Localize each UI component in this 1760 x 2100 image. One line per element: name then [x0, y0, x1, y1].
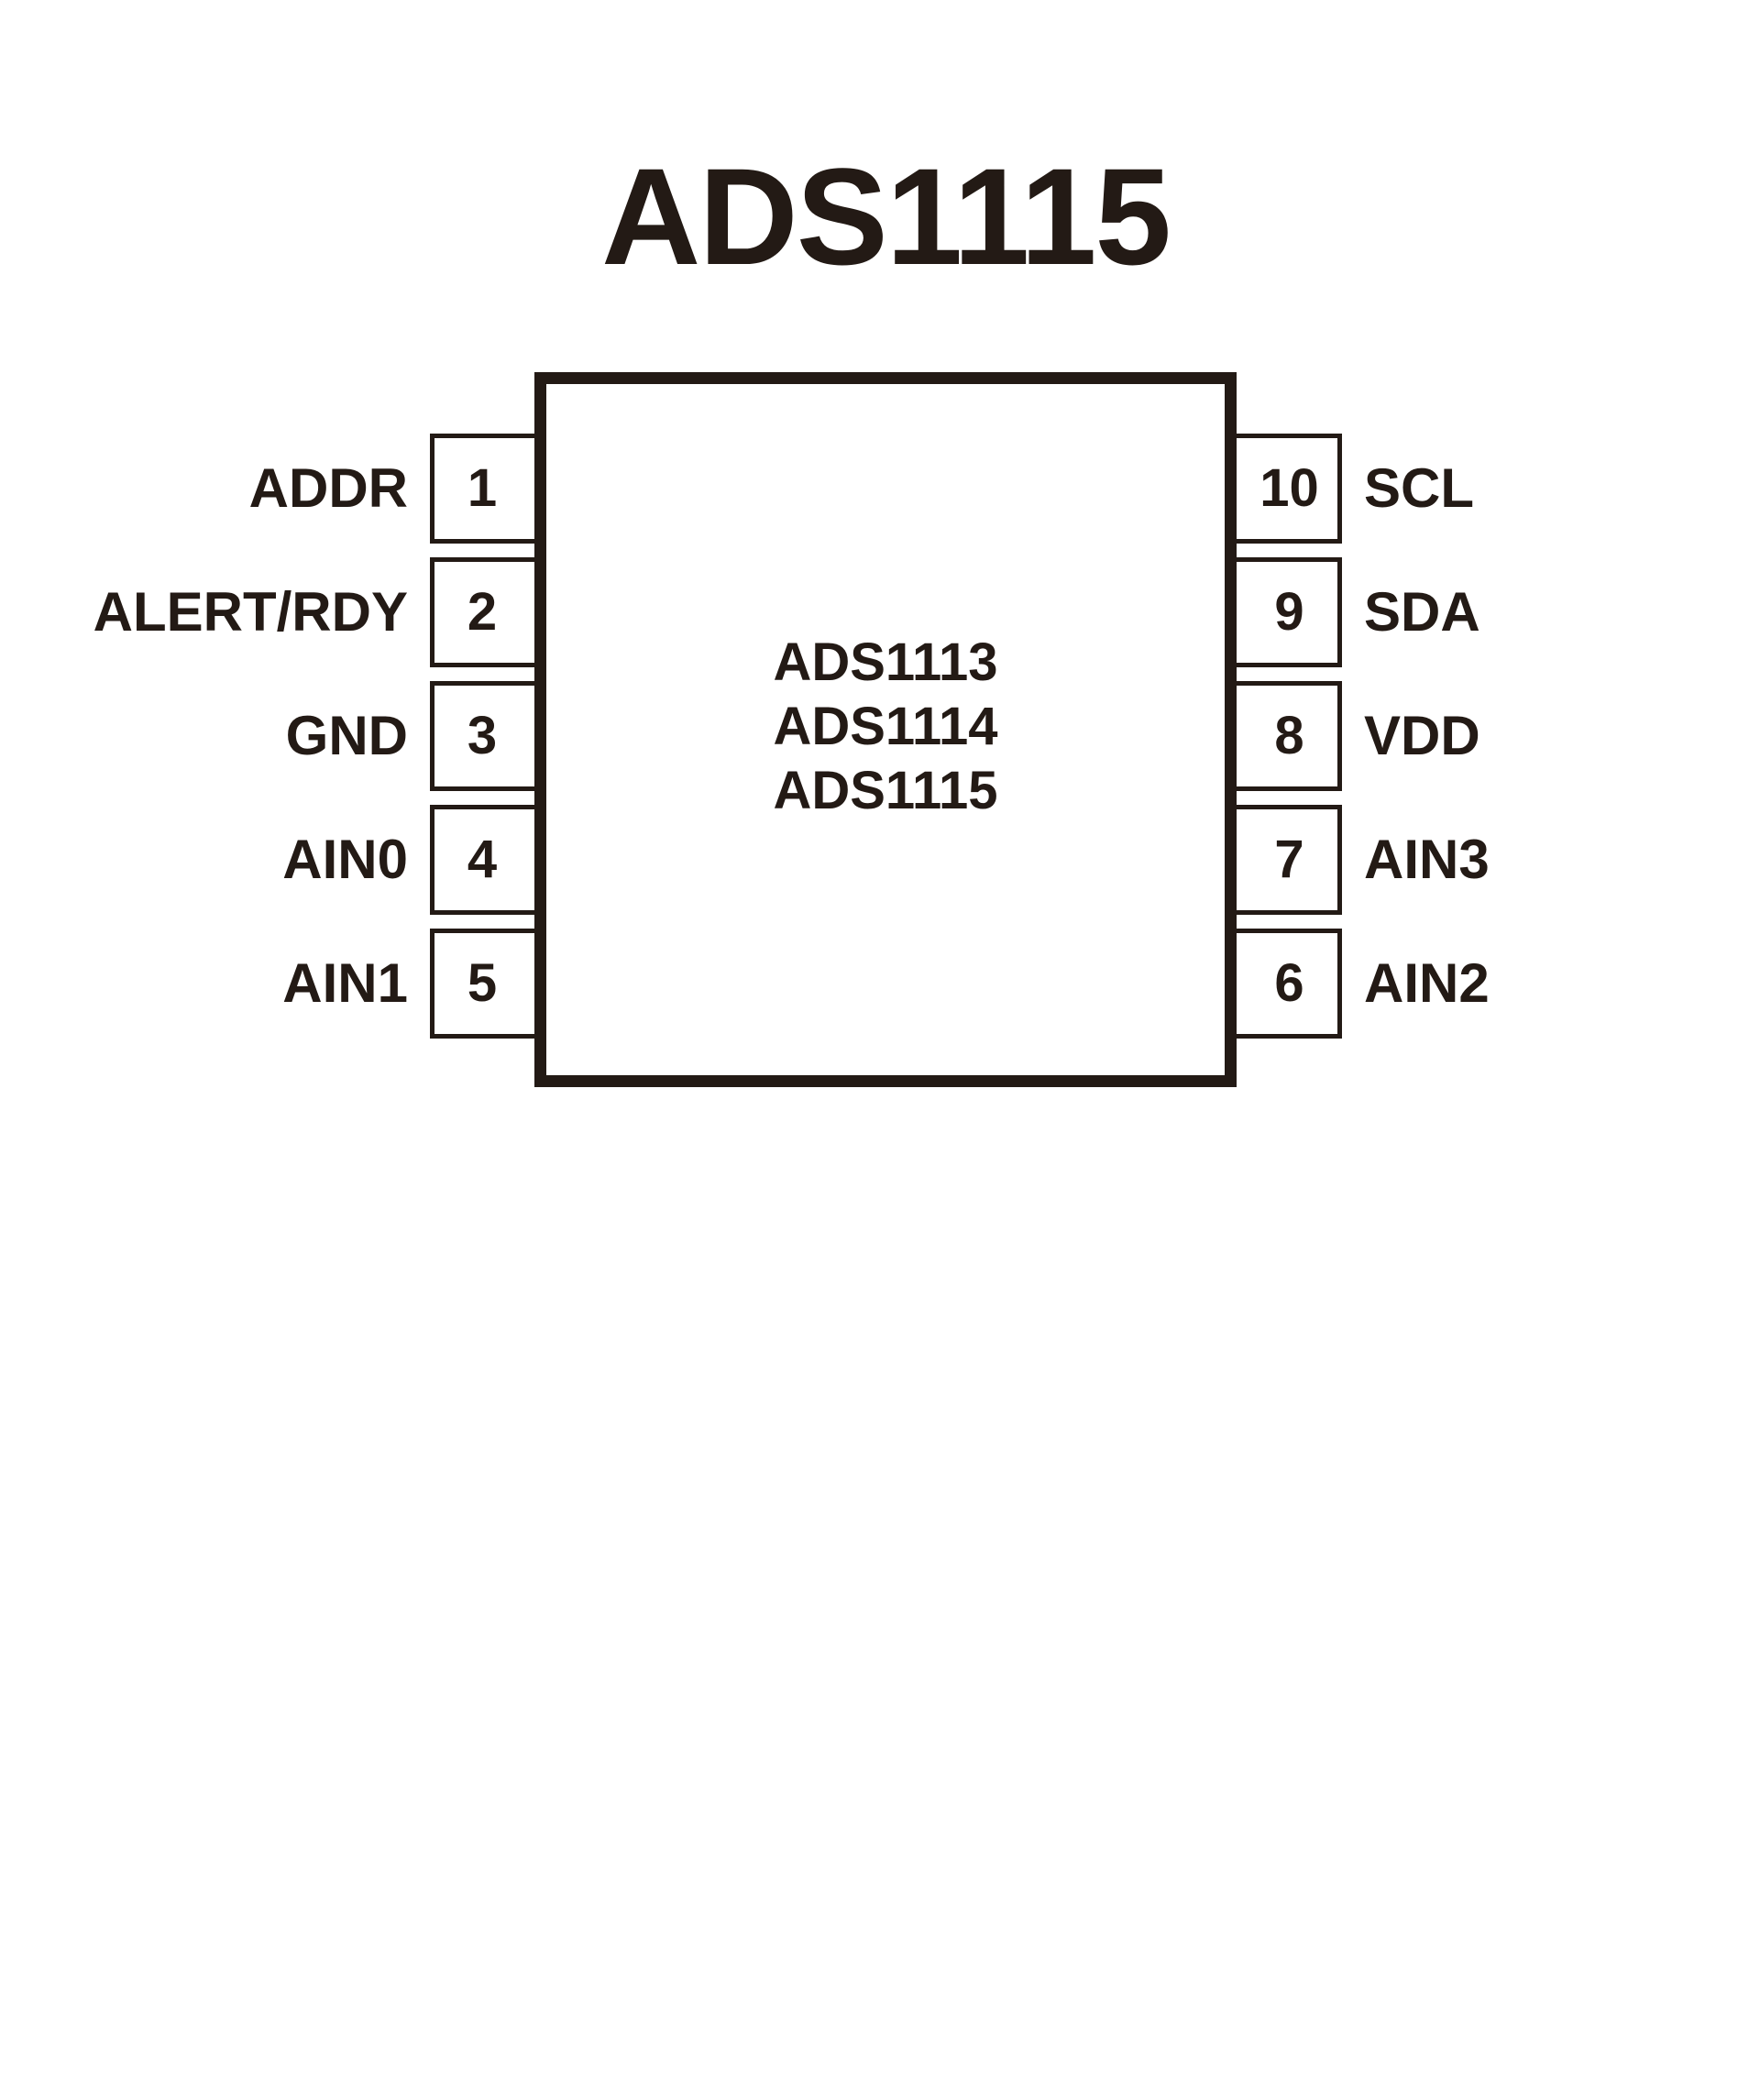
- pin-box-7: [1230, 805, 1342, 915]
- chip-part-number-ads1113: ADS1113: [773, 632, 998, 692]
- chip-body: [534, 372, 1237, 1087]
- pin-number-4: 4: [467, 830, 498, 889]
- pin-number-10: 10: [1260, 458, 1319, 518]
- pin-label-ain1: AIN1: [282, 952, 408, 1014]
- pin-label-alert-rdy: ALERT/RDY: [93, 581, 408, 643]
- pin-box-2: [430, 557, 541, 667]
- pin-label-scl: SCL: [1364, 457, 1474, 519]
- pin-box-8: [1230, 681, 1342, 791]
- pin-number-1: 1: [467, 458, 498, 518]
- pin-label-vdd: VDD: [1364, 705, 1480, 766]
- pin-box-3: [430, 681, 541, 791]
- pin-box-4: [430, 805, 541, 915]
- chip-part-numbers: [546, 631, 1225, 823]
- chip-part-number-ads1115: ADS1115: [773, 761, 998, 820]
- pin-label-ain3: AIN3: [1364, 829, 1490, 890]
- pin-label-gnd: GND: [285, 705, 408, 766]
- pin-box-1: [430, 434, 541, 544]
- pin-number-6: 6: [1274, 953, 1304, 1013]
- chip-part-number-ads1114: ADS1114: [773, 697, 998, 756]
- pin-number-7: 7: [1274, 830, 1304, 889]
- pin-label-ain0: AIN0: [282, 829, 408, 890]
- pin-box-10: [1230, 434, 1342, 544]
- pin-label-ain2: AIN2: [1364, 952, 1490, 1014]
- pin-number-8: 8: [1274, 706, 1304, 765]
- page-title: ADS1115: [601, 139, 1170, 293]
- pin-number-5: 5: [467, 953, 498, 1013]
- pin-box-6: [1230, 929, 1342, 1039]
- pin-number-9: 9: [1274, 582, 1304, 642]
- pin-box-5: [430, 929, 541, 1039]
- pin-box-9: [1230, 557, 1342, 667]
- pin-label-sda: SDA: [1364, 581, 1480, 643]
- pin-number-3: 3: [467, 706, 498, 765]
- pin-label-addr: ADDR: [248, 457, 408, 519]
- pin-number-2: 2: [467, 582, 498, 642]
